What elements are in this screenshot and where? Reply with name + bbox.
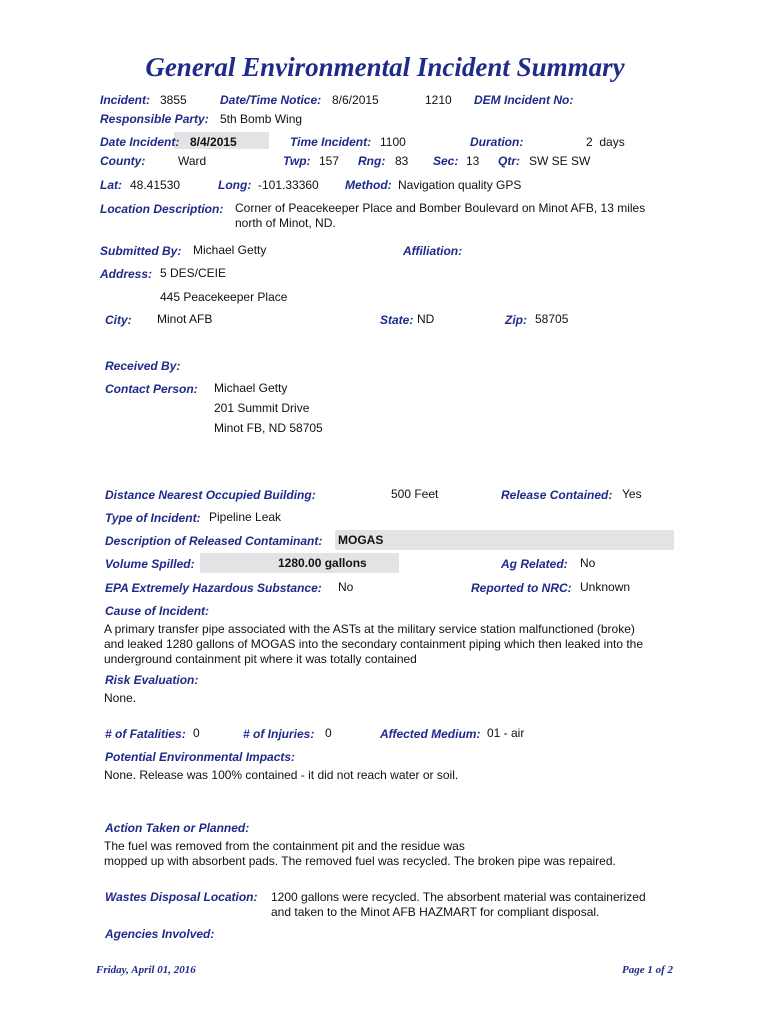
footer-date: Friday, April 01, 2016 (96, 964, 196, 976)
contact-city: Minot FB, ND 58705 (214, 421, 323, 435)
location-description-line1: Corner of Peacekeeper Place and Bomber Boulevard on Minot AFB, 13 miles (235, 201, 646, 215)
wastes-disposal-label: Wastes Disposal Location: (105, 890, 258, 904)
reported-nrc-value: Unknown (580, 580, 631, 594)
reported-nrc-label: Reported to NRC: (471, 581, 572, 595)
submitted-by-value: Michael Getty (193, 243, 267, 257)
action-line2: mopped up with absorbent pads. The removed fuel was recycled. The broken pipe was repaired. (104, 854, 616, 868)
city-label: City: (105, 313, 132, 327)
sec-label: Sec: (433, 154, 459, 168)
lat-label: Lat: (100, 178, 122, 192)
time-incident-label: Time Incident: (290, 135, 372, 149)
document-title: General Environmental Incident Summary (145, 52, 625, 82)
rng-label: Rng: (358, 154, 386, 168)
epa-hazardous-value: No (338, 580, 354, 594)
duration-label: Duration: (470, 135, 524, 149)
address-line1: 5 DES/CEIE (160, 266, 227, 280)
affected-medium-value: 01 - air (487, 726, 525, 740)
state-value: ND (417, 312, 435, 326)
datetime-notice-label: Date/Time Notice: (220, 93, 322, 107)
fatalities-label: # of Fatalities: (105, 727, 186, 741)
time-notice-value: 1210 (425, 93, 452, 107)
qtr-label: Qtr: (498, 154, 520, 168)
risk-evaluation-label: Risk Evaluation: (105, 673, 199, 687)
rng-value: 83 (395, 154, 409, 168)
contaminant-label: Description of Released Contaminant: (105, 534, 323, 548)
zip-label: Zip: (505, 313, 527, 327)
wastes-line1: 1200 gallons were recycled. The absorbent material was containerized (271, 890, 646, 904)
cause-line1: A primary transfer pipe associated with the ASTs at the military service station malfunctioned (broke) (104, 622, 635, 636)
address-line2: 445 Peacekeeper Place (160, 290, 288, 304)
contact-person-label: Contact Person: (105, 382, 198, 396)
long-label: Long: (218, 178, 252, 192)
duration-value: 2 days (586, 135, 625, 149)
volume-spilled-label: Volume Spilled: (105, 557, 195, 571)
environmental-impacts-label: Potential Environmental Impacts: (105, 750, 296, 764)
submitted-by-label: Submitted By: (100, 244, 182, 258)
twp-label: Twp: (283, 154, 311, 168)
injuries-label: # of Injuries: (243, 727, 315, 741)
distance-building-label: Distance Nearest Occupied Building: (105, 488, 316, 502)
date-incident-value: 8/4/2015 (190, 135, 237, 149)
wastes-line2: and taken to the Minot AFB HAZMART for compliant disposal. (271, 905, 600, 919)
zip-value: 58705 (535, 312, 569, 326)
lat-value: 48.41530 (130, 178, 181, 192)
release-contained-label: Release Contained: (501, 488, 613, 502)
state-label: State: (380, 313, 414, 327)
dem-incident-label: DEM Incident No: (474, 93, 574, 107)
type-of-incident-label: Type of Incident: (105, 511, 201, 525)
affiliation-label: Affiliation: (403, 244, 463, 258)
volume-spilled-value: 1280.00 gallons (278, 556, 367, 570)
agencies-involved-label: Agencies Involved: (105, 927, 215, 941)
affected-medium-label: Affected Medium: (380, 727, 481, 741)
long-value: -101.33360 (258, 178, 319, 192)
received-by-label: Received By: (105, 359, 181, 373)
date-notice-value: 8/6/2015 (332, 93, 379, 107)
incident-number: 3855 (160, 93, 187, 107)
fatalities-value: 0 (193, 726, 200, 740)
location-description-label: Location Description: (100, 202, 224, 216)
ag-related-label: Ag Related: (501, 557, 568, 571)
cause-line2: and leaked 1280 gallons of MOGAS into the secondary containment piping which then leaked into the (104, 637, 644, 651)
date-incident-label: Date Incident: (100, 135, 180, 149)
method-label: Method: (345, 178, 392, 192)
responsible-party-value: 5th Bomb Wing (220, 112, 303, 126)
sec-value: 13 (466, 154, 480, 168)
contaminant-shade (335, 530, 674, 550)
contact-street: 201 Summit Drive (214, 401, 310, 415)
incident-label: Incident: (100, 93, 150, 107)
city-value: Minot AFB (157, 312, 213, 326)
release-contained-value: Yes (622, 487, 642, 501)
twp-value: 157 (319, 154, 340, 168)
county-label: County: (100, 154, 146, 168)
type-of-incident-value: Pipeline Leak (209, 510, 282, 524)
method-value: Navigation quality GPS (398, 178, 522, 192)
footer-page-number: Page 1 of 2 (622, 964, 674, 976)
time-incident-value: 1100 (380, 135, 406, 149)
contaminant-value: MOGAS (338, 533, 384, 547)
cause-line3: underground containment pit where it was totally contained (104, 652, 417, 666)
county-value: Ward (178, 154, 207, 168)
distance-building-value: 500 Feet (391, 487, 439, 501)
ag-related-value: No (580, 556, 596, 570)
cause-of-incident-label: Cause of Incident: (105, 604, 210, 618)
action-line1: The fuel was removed from the containment pit and the residue was (104, 839, 465, 853)
responsible-party-label: Responsible Party: (100, 112, 209, 126)
injuries-value: 0 (325, 726, 332, 740)
epa-hazardous-label: EPA Extremely Hazardous Substance: (105, 581, 322, 595)
qtr-value: SW SE SW (529, 154, 591, 168)
contact-name: Michael Getty (214, 381, 288, 395)
risk-evaluation-value: None. (104, 691, 137, 705)
address-label: Address: (100, 267, 153, 281)
action-taken-label: Action Taken or Planned: (105, 821, 250, 835)
environmental-impacts-value: None. Release was 100% contained - it did not reach water or soil. (104, 768, 459, 782)
location-description-line2: north of Minot, ND. (235, 216, 336, 230)
